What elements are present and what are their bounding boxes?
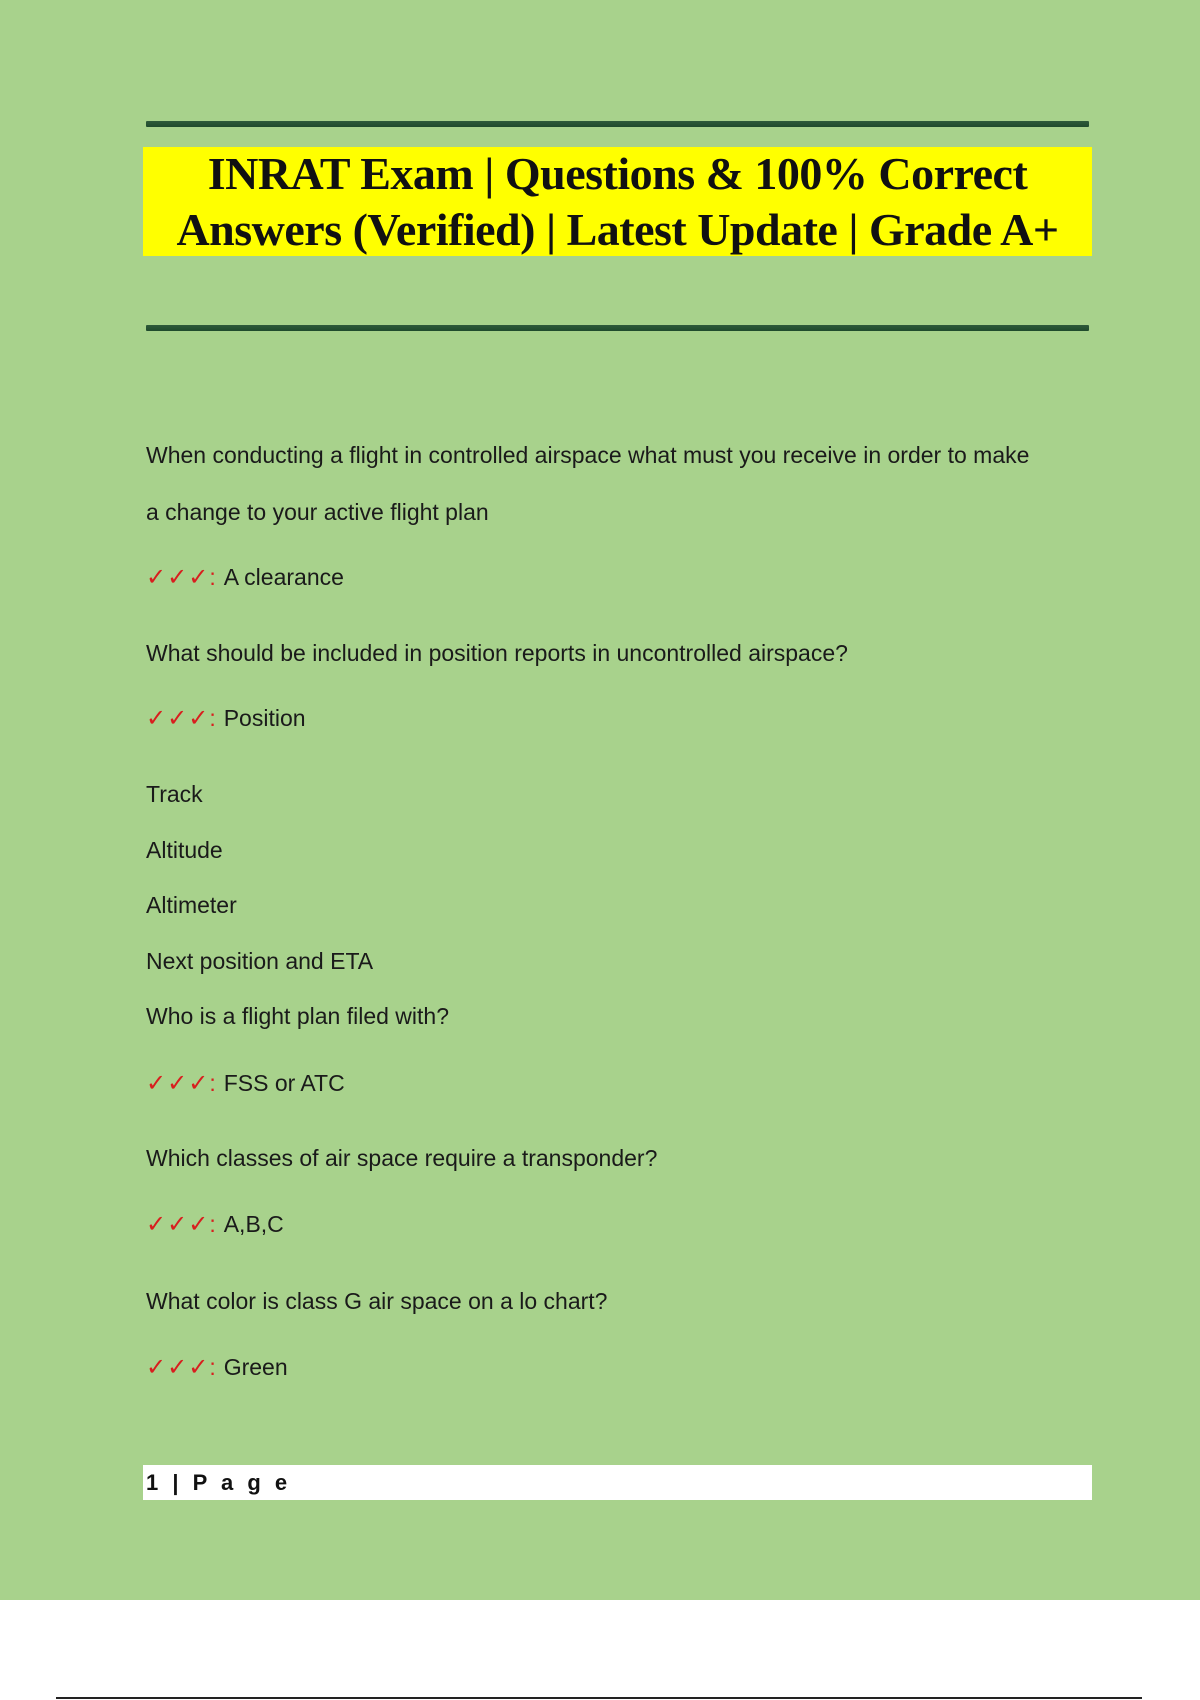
answer-colon: : (209, 1354, 216, 1380)
next-page-divider (56, 1697, 1142, 1699)
answer-4 (146, 1210, 284, 1239)
answer-5 (146, 1353, 288, 1382)
answer-colon: : (209, 1211, 216, 1237)
check-marks-icon: ✓✓✓ (146, 705, 210, 732)
answer-2-text: Position (223, 705, 306, 731)
answer-3-text: FSS or ATC (223, 1070, 345, 1096)
check-marks-icon: ✓✓✓ (146, 1211, 210, 1238)
answer-colon: : (209, 564, 216, 590)
answer-5-text: Green (223, 1354, 288, 1380)
top-divider (146, 121, 1089, 127)
answer-2-item: Next position and ETA (146, 948, 374, 974)
answer-colon: : (209, 705, 216, 731)
question-1-line-2: a change to your active flight plan (146, 499, 489, 525)
question-5: What color is class G air space on a lo chart? (146, 1288, 608, 1314)
check-marks-icon: ✓✓✓ (146, 1070, 210, 1097)
question-1-line-1: When conducting a flight in controlled airspace what must you receive in order to make (146, 442, 1030, 468)
answer-2 (146, 704, 306, 733)
answer-2-item: Altimeter (146, 892, 237, 918)
answer-2-item: Altitude (146, 837, 223, 863)
answer-colon: : (209, 1070, 216, 1096)
answer-4-text: A,B,C (223, 1211, 284, 1237)
check-marks-icon: ✓✓✓ (146, 564, 210, 591)
page-footer (143, 1465, 1092, 1500)
page-number: 1 | P a g e (146, 1469, 292, 1495)
document-title (143, 147, 1092, 256)
answer-2-item: Track (146, 781, 203, 807)
answer-3 (146, 1069, 345, 1098)
question-4: Which classes of air space require a transponder? (146, 1145, 658, 1171)
answer-1-text: A clearance (223, 564, 344, 590)
bottom-divider (146, 325, 1089, 331)
title-line-2: Answers (Verified) | Latest Update | Grade A+ (176, 203, 1059, 255)
title-line-1: INRAT Exam | Questions & 100% Correct (207, 147, 1028, 199)
answer-1 (146, 563, 344, 592)
question-2: What should be included in position reports in uncontrolled airspace? (146, 640, 848, 666)
check-marks-icon: ✓✓✓ (146, 1354, 210, 1381)
question-3: Who is a flight plan filed with? (146, 1003, 449, 1029)
